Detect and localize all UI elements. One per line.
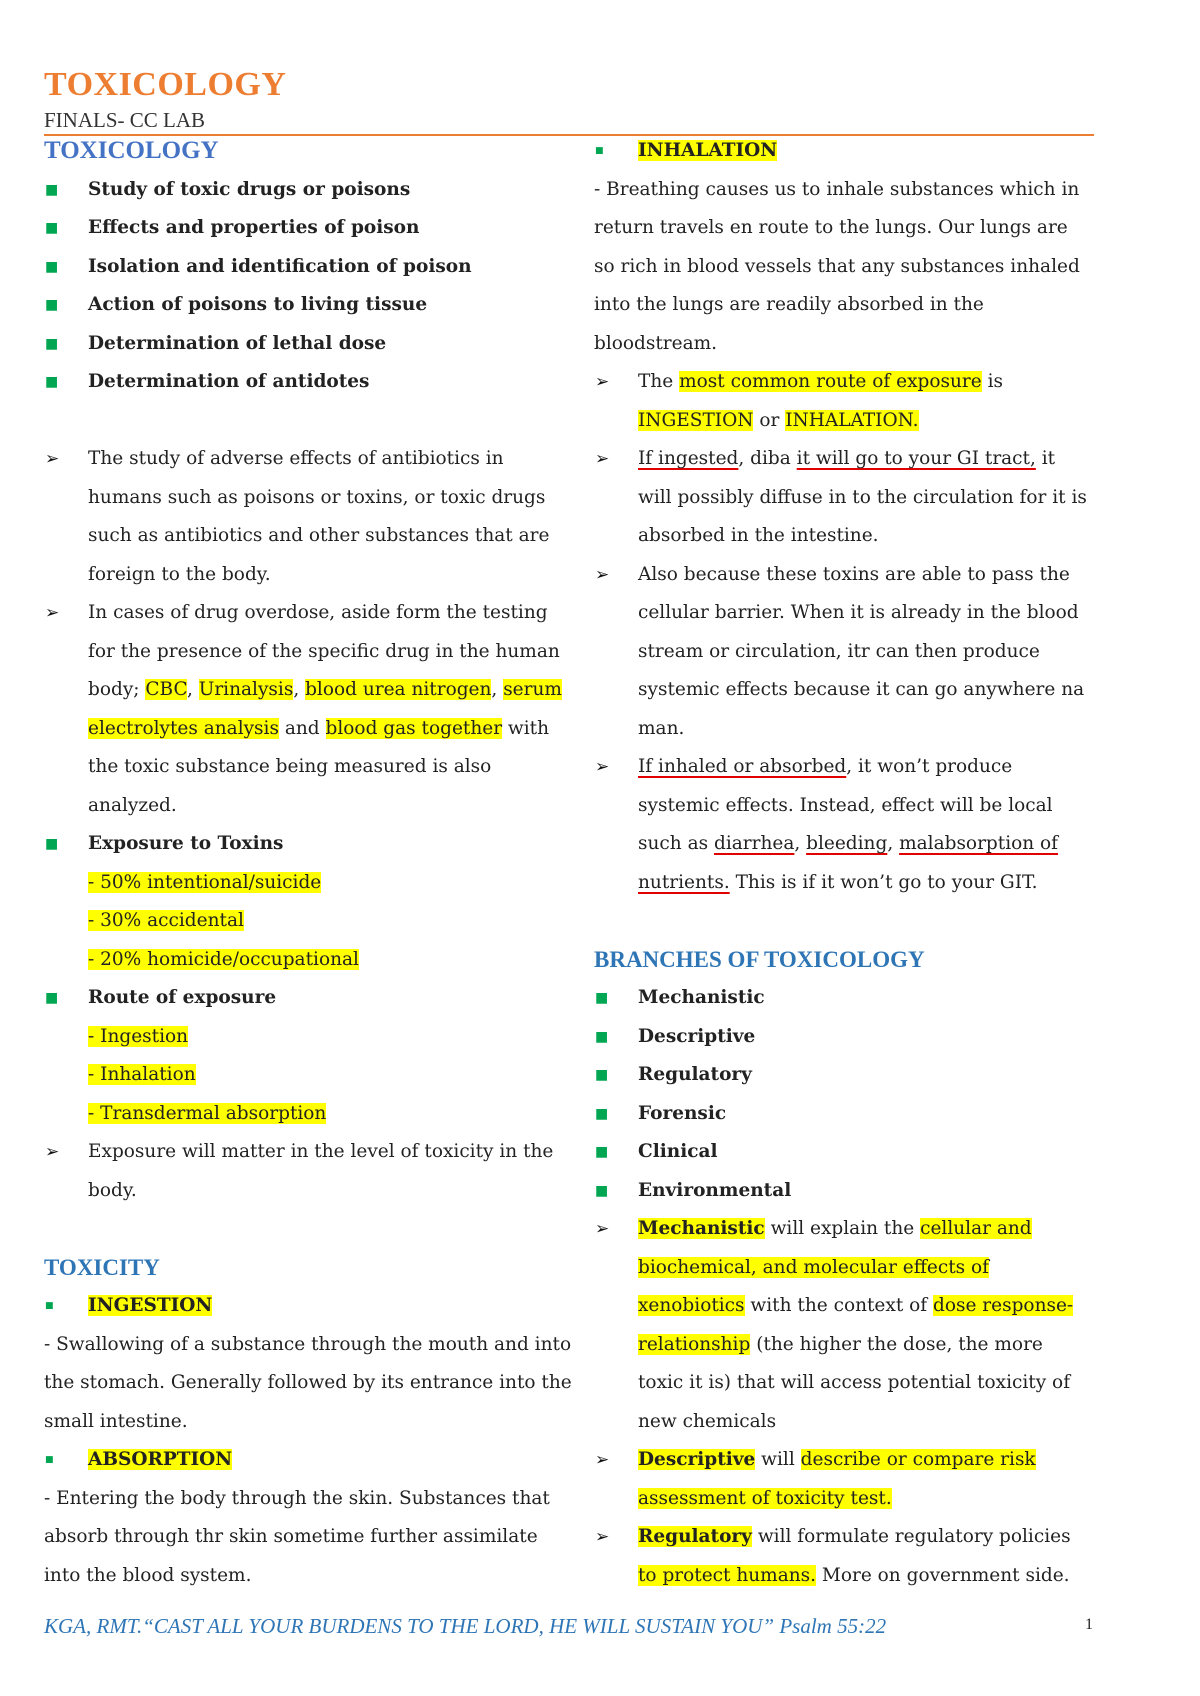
list-item: ■ Route of exposure [44, 979, 574, 1018]
list-item: ■ Mechanistic [594, 979, 1094, 1018]
square-bullet-icon: ■ [45, 297, 59, 313]
list-item: ➢ If ingested, diba it will go to your GI tract, it will possibly diffuse in to the circulation for it is absorbed in the intestine. [594, 440, 1094, 556]
arrow-bullet-icon: ➢ [45, 603, 60, 623]
route-items: - Ingestion - Inhalation - Transdermal absorption [88, 1025, 327, 1124]
toxicity-heading: TOXICITY [44, 1254, 160, 1280]
arrow-bullet-icon: ➢ [595, 1219, 610, 1239]
list-item: ■ Determination of antidotes [44, 363, 574, 402]
list-item: ■ Action of poisons to living tissue [44, 286, 574, 325]
left-column [44, 132, 574, 1595]
list-item: ➢ In cases of drug overdose, aside form the testing for the presence of the specific drug in the human body; CBC, Urinalysis, blood urea nitrogen, serum electrolytes analysis and blood gas together with the toxic substance being measured is also analyzed. [44, 594, 574, 825]
list-item: ■ Effects and properties of poison [44, 209, 574, 248]
list-item: ➢ The most common route of exposure is INGESTION or INHALATION. [594, 363, 1094, 440]
arrow-bullet-icon: ➢ [595, 372, 610, 392]
list-item: ■ INGESTION [44, 1287, 574, 1326]
list-item: ■ Study of toxic drugs or poisons [44, 171, 574, 210]
branches-list [594, 979, 1094, 1210]
toxicology-heading: TOXICOLOGY [44, 137, 219, 164]
arrow-bullet-icon: ➢ [595, 1450, 610, 1470]
square-bullet-icon: ■ [595, 990, 609, 1006]
arrow-bullet-icon: ➢ [595, 449, 610, 469]
page-number: 1 [1085, 1616, 1093, 1633]
absorption-description: - Entering the body through the skin. Substances that absorb through thr skin sometime further assimilate into the blood system. [44, 1487, 550, 1586]
list-item: ■ Descriptive [594, 1018, 1094, 1057]
inhalation-list [594, 132, 1094, 171]
square-bullet-icon: ■ [45, 1455, 54, 1465]
square-bullet-icon: ■ [595, 1067, 609, 1083]
list-item: ■ Environmental [594, 1172, 1094, 1211]
square-bullet-icon: ■ [45, 1301, 54, 1311]
list-item: ■ Isolation and identification of poison [44, 248, 574, 287]
square-bullet-icon: ■ [595, 1105, 609, 1122]
square-bullet-icon: ■ [595, 146, 604, 156]
route-notes-list [594, 363, 1094, 902]
square-bullet-icon: ■ [595, 1028, 609, 1045]
list-item: ➢ The study of adverse effects of antibiotics in humans such as poisons or toxins, or toxic drugs such as antibiotics and other substances that are foreign to the body. [44, 440, 574, 594]
exposure-note-list [44, 1133, 574, 1210]
branches-notes-list [594, 1210, 1094, 1595]
square-bullet-icon: ■ [45, 374, 59, 390]
document-title: TOXICOLOGY [44, 66, 287, 103]
list-item: ■ Clinical [594, 1133, 1094, 1172]
inhalation-description: - Breathing causes us to inhale substances which in return travels en route to the lungs. Our lungs are so rich in blood vessels that any substances inhaled into the lungs are readily absorbed in the bloodstream. [594, 178, 1080, 354]
toxicology-topics-list [44, 171, 574, 402]
route-list [44, 979, 574, 1018]
list-item: ■ Determination of lethal dose [44, 325, 574, 364]
arrow-bullet-icon: ➢ [595, 1527, 610, 1547]
square-bullet-icon: ■ [595, 1144, 609, 1160]
right-column [594, 132, 1094, 1595]
ingestion-description: - Swallowing of a substance through the mouth and into the stomach. Generally followed by its entrance into the small intestine. [44, 1333, 572, 1432]
list-item: ➢ Also because these toxins are able to pass the cellular barrier. When it is already in the blood stream or circulation, itr can then produce systemic effects because it can go anywhere na man. [594, 556, 1094, 749]
list-item: ➢ Regulatory will formulate regulatory policies to protect humans. More on government side. [594, 1518, 1094, 1595]
list-item: ■ Regulatory [594, 1056, 1094, 1095]
exposure-stats: - 50% intentional/suicide - 30% accidental - 20% homicide/occupational [88, 871, 359, 970]
square-bullet-icon: ■ [45, 220, 59, 236]
arrow-bullet-icon: ➢ [45, 449, 60, 469]
list-item: ➢ If inhaled or absorbed, it won’t produce systemic effects. Instead, effect will be local such as diarrhea, bleeding, malabsorption of nutrients. This is if it won’t go to your GIT. [594, 748, 1094, 902]
arrow-bullet-icon: ➢ [595, 564, 610, 585]
square-bullet-icon: ■ [45, 836, 59, 852]
list-item: ➢ Exposure will matter in the level of toxicity in the body. [44, 1133, 574, 1210]
list-item: ➢ Mechanistic will explain the cellular and biochemical, and molecular effects of xenobiotics with the context of dose response-relationship (the higher the dose, the more toxic it is) that will access potential toxicity of new chemicals [594, 1210, 1094, 1441]
list-item: ■ ABSORPTION [44, 1441, 574, 1480]
footer-quote: KGA, RMT.“CAST ALL YOUR BURDENS TO THE LORD, HE WILL SUSTAIN YOU” Psalm 55:22 [44, 1614, 887, 1638]
toxicology-notes-list [44, 440, 574, 864]
document-subtitle: FINALS- CC LAB [44, 108, 206, 132]
list-item: ■ Exposure to Toxins [44, 825, 574, 864]
list-item: ■ INHALATION [594, 132, 1094, 171]
list-item: ■ Forensic [594, 1095, 1094, 1134]
ingestion-list [44, 1287, 574, 1326]
arrow-bullet-icon: ➢ [595, 757, 610, 777]
list-item: ➢ Descriptive will describe or compare risk assessment of toxicity test. [594, 1441, 1094, 1518]
square-bullet-icon: ■ [45, 335, 59, 352]
arrow-bullet-icon: ➢ [45, 1142, 60, 1162]
absorption-list [44, 1441, 574, 1480]
square-bullet-icon: ■ [595, 1182, 609, 1199]
square-bullet-icon: ■ [45, 258, 59, 275]
square-bullet-icon: ■ [45, 181, 59, 198]
branches-heading: BRANCHES OF TOXICOLOGY [594, 946, 925, 972]
square-bullet-icon: ■ [45, 990, 59, 1006]
